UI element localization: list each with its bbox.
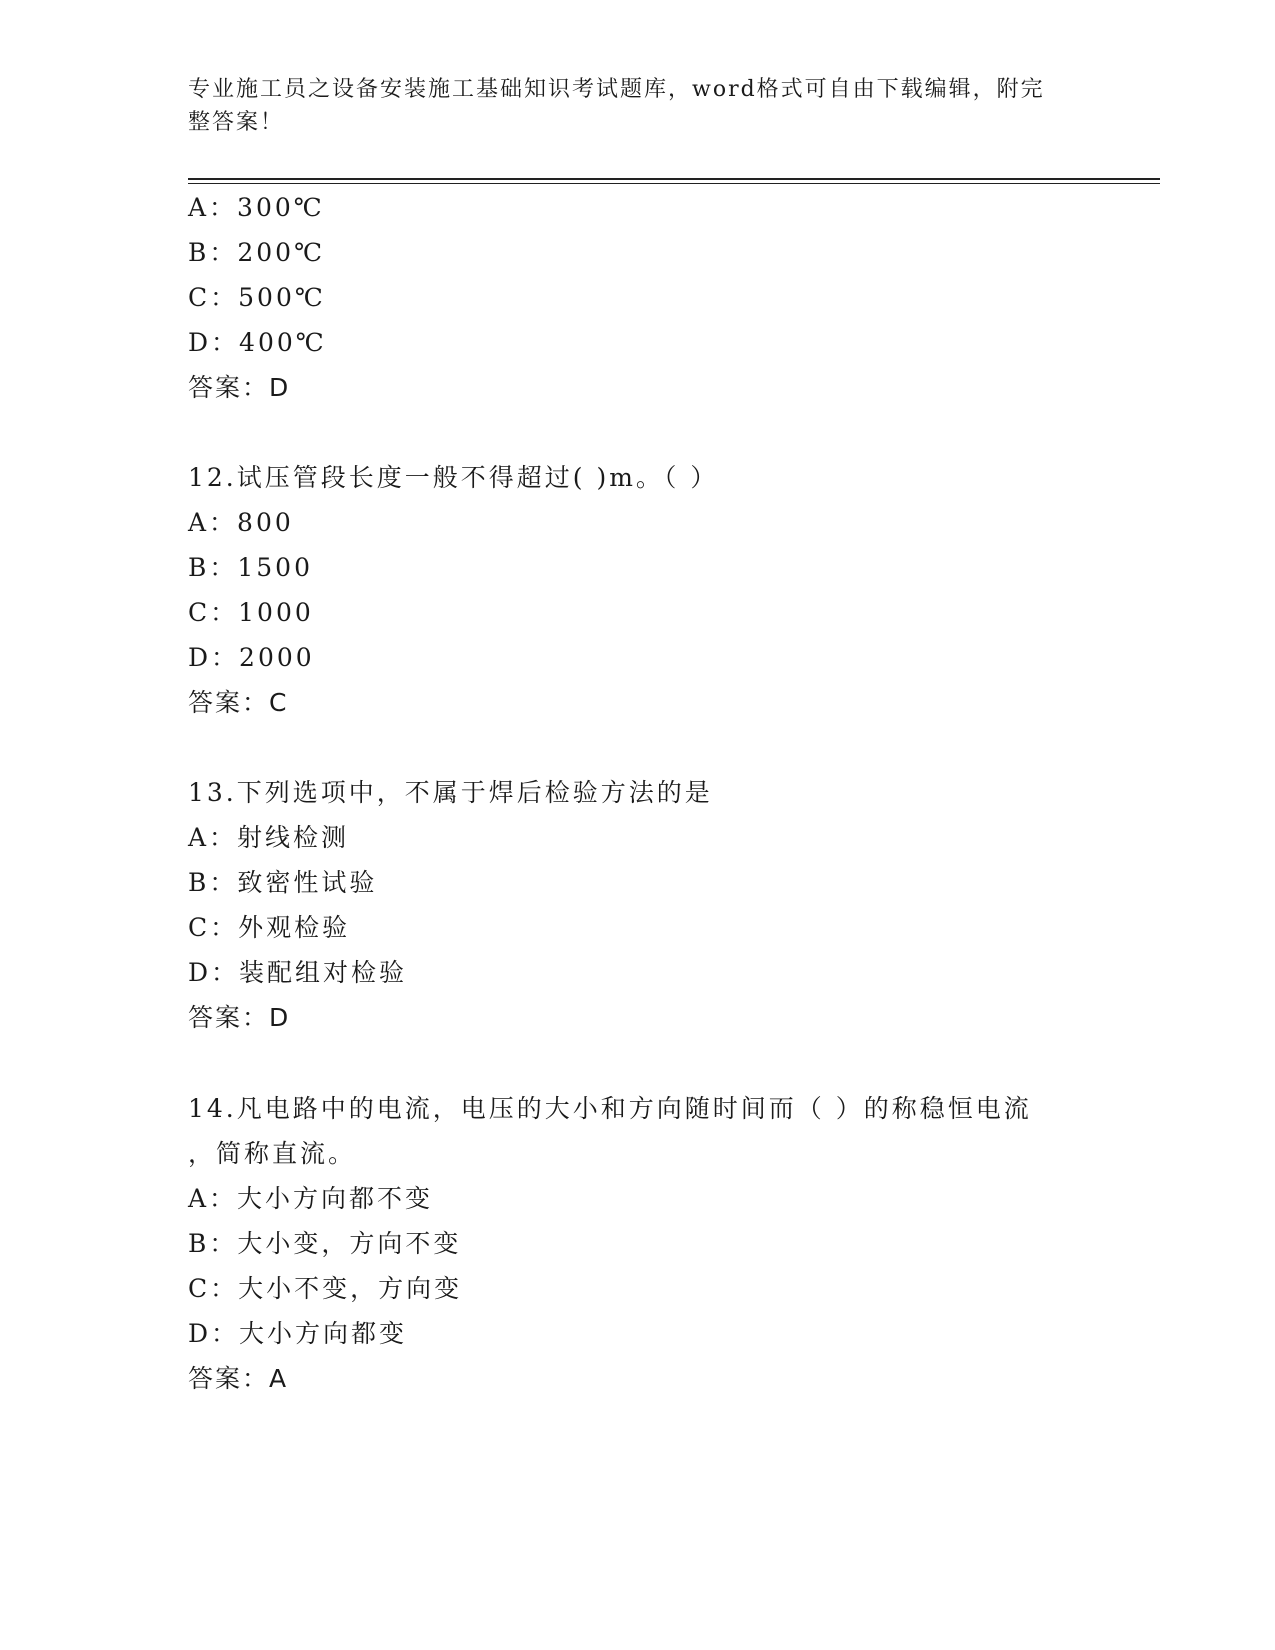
q13-answer: 答案：D: [188, 1003, 291, 1032]
q12-option-d: D：2000: [188, 643, 315, 672]
document-header: [188, 73, 1068, 139]
q14-stem-line-2: ，简称直流。: [188, 1139, 357, 1168]
q13-option-a: A：射线检测: [188, 823, 350, 852]
q11-option-d: D：400℃: [188, 328, 327, 357]
q12-option-b: B：1500: [188, 553, 313, 582]
q14-option-c: C：大小不变，方向变: [188, 1274, 463, 1303]
q13-option-c: C：外观检验: [188, 913, 351, 942]
header-line-1: 专业施工员之设备安装施工基础知识考试题库，word格式可自由下载编辑，附完: [188, 77, 1045, 102]
q14-option-d: D：大小方向都变: [188, 1319, 408, 1348]
header-divider-thin: [188, 183, 1160, 184]
q12-stem: 12.试压管段长度一般不得超过( )m。（ ）: [188, 463, 719, 492]
q13-stem: 13.下列选项中，不属于焊后检验方法的是: [188, 778, 713, 807]
q11-option-a: A：300℃: [188, 193, 325, 222]
header-line-2: 整答案！: [188, 110, 285, 135]
header-divider-thick: [188, 178, 1160, 180]
q14-answer: 答案：A: [188, 1364, 289, 1393]
q13-option-d: D：装配组对检验: [188, 958, 408, 987]
q14-option-a: A：大小方向都不变: [188, 1184, 434, 1213]
q14-stem-line-1: 14.凡电路中的电流，电压的大小和方向随时间而（ ）的称稳恒电流: [188, 1094, 1032, 1123]
q11-answer: 答案：D: [188, 373, 291, 402]
q12-answer: 答案：C: [188, 688, 289, 717]
q12-option-a: A：800: [188, 508, 294, 537]
q14-option-b: B：大小变，方向不变: [188, 1229, 462, 1258]
q12-option-c: C：1000: [188, 598, 314, 627]
q11-option-b: B：200℃: [188, 238, 326, 267]
q13-option-b: B：致密性试验: [188, 868, 378, 897]
q11-option-c: C：500℃: [188, 283, 326, 312]
